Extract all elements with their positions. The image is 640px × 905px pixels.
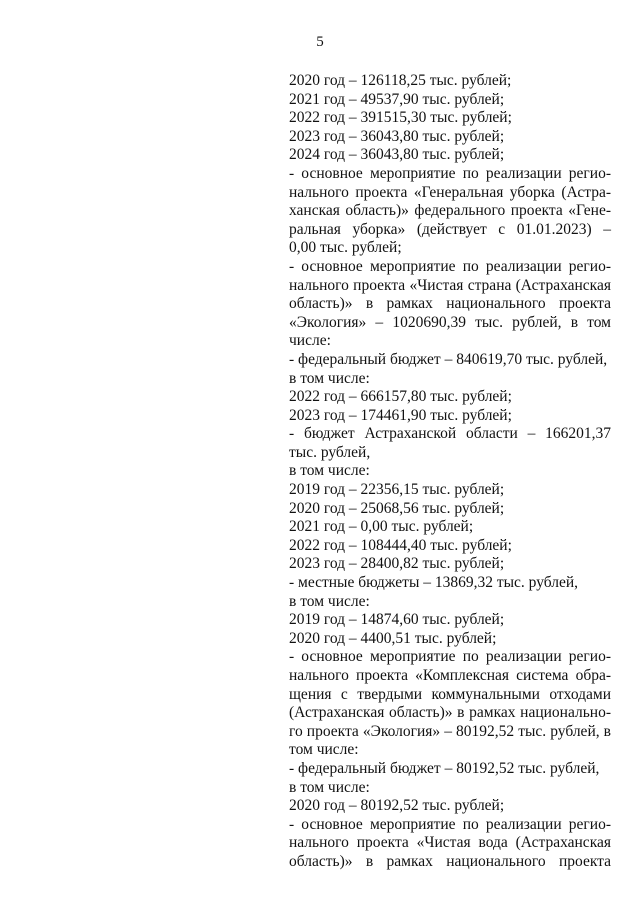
text-line: го проекта «Экология» – 80192,52 тыс. рублей, в: [289, 722, 611, 740]
text-line: нального проекта «Комплексная система обра-: [289, 667, 611, 684]
page-number: 5: [316, 34, 324, 50]
text-line: том числе:: [289, 741, 359, 759]
text-line: - федеральный бюджет – 80192,52 тыс. рублей,: [289, 759, 600, 777]
text-line: в том числе:: [289, 778, 370, 796]
text-line: 2023 год – 174461,90 тыс. рублей;: [289, 406, 512, 424]
text-line: 2020 год – 25068,56 тыс. рублей;: [289, 499, 505, 517]
text-line: 2022 год – 666157,80 тыс. рублей;: [289, 388, 512, 406]
document-body: [289, 72, 611, 872]
text-line: 2020 год – 80192,52 тыс. рублей;: [289, 797, 505, 815]
text-line: ральная уборка» (действует с 01.01.2023) –: [289, 220, 611, 238]
text-line: нального проекта «Генеральная уборка (Астра-: [289, 183, 611, 201]
text-line: 2021 год – 49537,90 тыс. рублей;: [289, 90, 505, 108]
text-line: 2024 год – 36043,80 тыс. рублей;: [289, 146, 505, 164]
text-line: 2021 год – 0,00 тыс. рублей;: [289, 518, 474, 536]
text-line: «Экология» – 1020690,39 тыс. рублей, в том: [289, 313, 611, 331]
text-line: область)» в рамках национального проекта: [289, 852, 611, 870]
text-line: 2020 год – 4400,51 тыс. рублей;: [289, 629, 497, 647]
text-line: - основное мероприятие по реализации регио-: [289, 164, 611, 182]
text-line: область)» в рамках национального проекта: [289, 295, 611, 313]
text-line: щения с твердыми коммунальными отходами: [289, 685, 611, 703]
text-line: 2019 год – 14874,60 тыс. рублей;: [289, 611, 505, 629]
text-line: - бюджет Астраханской области – 166201,37: [289, 425, 611, 443]
text-line: 2023 год – 36043,80 тыс. рублей;: [289, 127, 505, 145]
text-line: - основное мероприятие по реализации регио-: [289, 257, 611, 275]
text-line: 2022 год – 391515,30 тыс. рублей;: [289, 109, 512, 127]
text-line: нального проекта «Чистая страна (Астраханская: [289, 276, 611, 294]
text-line: 2022 год – 108444,40 тыс. рублей;: [289, 536, 512, 554]
text-line: числе:: [289, 332, 331, 350]
text-line: в том числе:: [289, 592, 370, 610]
text-line: - основное мероприятие по реализации регио-: [289, 648, 611, 666]
text-line: 0,00 тыс. рублей;: [289, 239, 402, 257]
text-line: нального проекта «Чистая вода (Астраханская: [289, 834, 611, 852]
text-line: в том числе:: [289, 462, 370, 480]
text-line: - федеральный бюджет – 840619,70 тыс. рублей,: [289, 350, 608, 368]
text-line: 2019 год – 22356,15 тыс. рублей;: [289, 481, 505, 499]
text-line: (Астраханская область)» в рамках национально-: [289, 704, 611, 722]
text-line: 2023 год – 28400,82 тыс. рублей;: [289, 555, 505, 573]
text-line: в том числе:: [289, 369, 370, 387]
text-line: - основное мероприятие по реализации регио-: [289, 815, 611, 833]
text-line: 2020 год – 126118,25 тыс. рублей;: [289, 72, 512, 89]
text-line: ханская область)» федерального проекта «Гене-: [289, 202, 611, 220]
text-line: тыс. рублей,: [289, 443, 371, 461]
text-line: - местные бюджеты – 13869,32 тыс. рублей,: [289, 574, 579, 592]
